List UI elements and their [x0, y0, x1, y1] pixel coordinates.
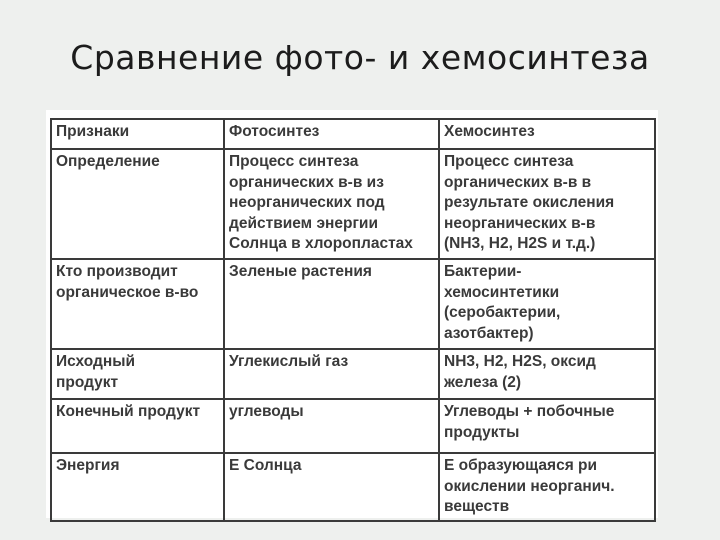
table-header-row — [51, 119, 655, 149]
photosynthesis-cell: углеводы — [224, 399, 439, 453]
chemosynthesis-cell: Процесс синтеза органических в-в в результате окисления неорганических в-в (NH3, H2, H2S и т.д.) — [439, 149, 655, 259]
chemosynthesis-cell: Е образующаяся ри окислении неорганич. веществ — [439, 453, 655, 521]
row-label-cell: Энергия — [51, 453, 224, 521]
row-label-cell: Исходный продукт — [51, 349, 224, 399]
slide-title: Сравнение фото- и хемосинтеза — [70, 38, 650, 77]
photosynthesis-cell: Е Солнца — [224, 453, 439, 521]
table-row-end-product — [51, 399, 655, 453]
comparison-table — [50, 118, 656, 522]
header-cell-photosynthesis: Фотосинтез — [224, 119, 439, 149]
chemosynthesis-cell: NH3, H2, H2S, оксид железа (2) — [439, 349, 655, 399]
table-row-energy — [51, 453, 655, 521]
row-label-cell: Конечный продукт — [51, 399, 224, 453]
photosynthesis-cell: Углекислый газ — [224, 349, 439, 399]
photosynthesis-cell: Процесс синтеза органических в-в из неорганических под действием энергии Солнца в хлоропластах — [224, 149, 439, 259]
row-label-cell: Определение — [51, 149, 224, 259]
row-label-cell: Кто производит органическое в-во — [51, 259, 224, 349]
table-row-definition — [51, 149, 655, 259]
photosynthesis-cell: Зеленые растения — [224, 259, 439, 349]
table-row-producer — [51, 259, 655, 349]
chemosynthesis-cell: Углеводы + побочные продукты — [439, 399, 655, 453]
table-row-source — [51, 349, 655, 399]
chemosynthesis-cell: Бактерии- хемосинтетики (серобактерии, азотбактер) — [439, 259, 655, 349]
table-image — [46, 110, 658, 518]
header-cell-features: Признаки — [51, 119, 224, 149]
header-cell-chemosynthesis: Хемосинтез — [439, 119, 655, 149]
